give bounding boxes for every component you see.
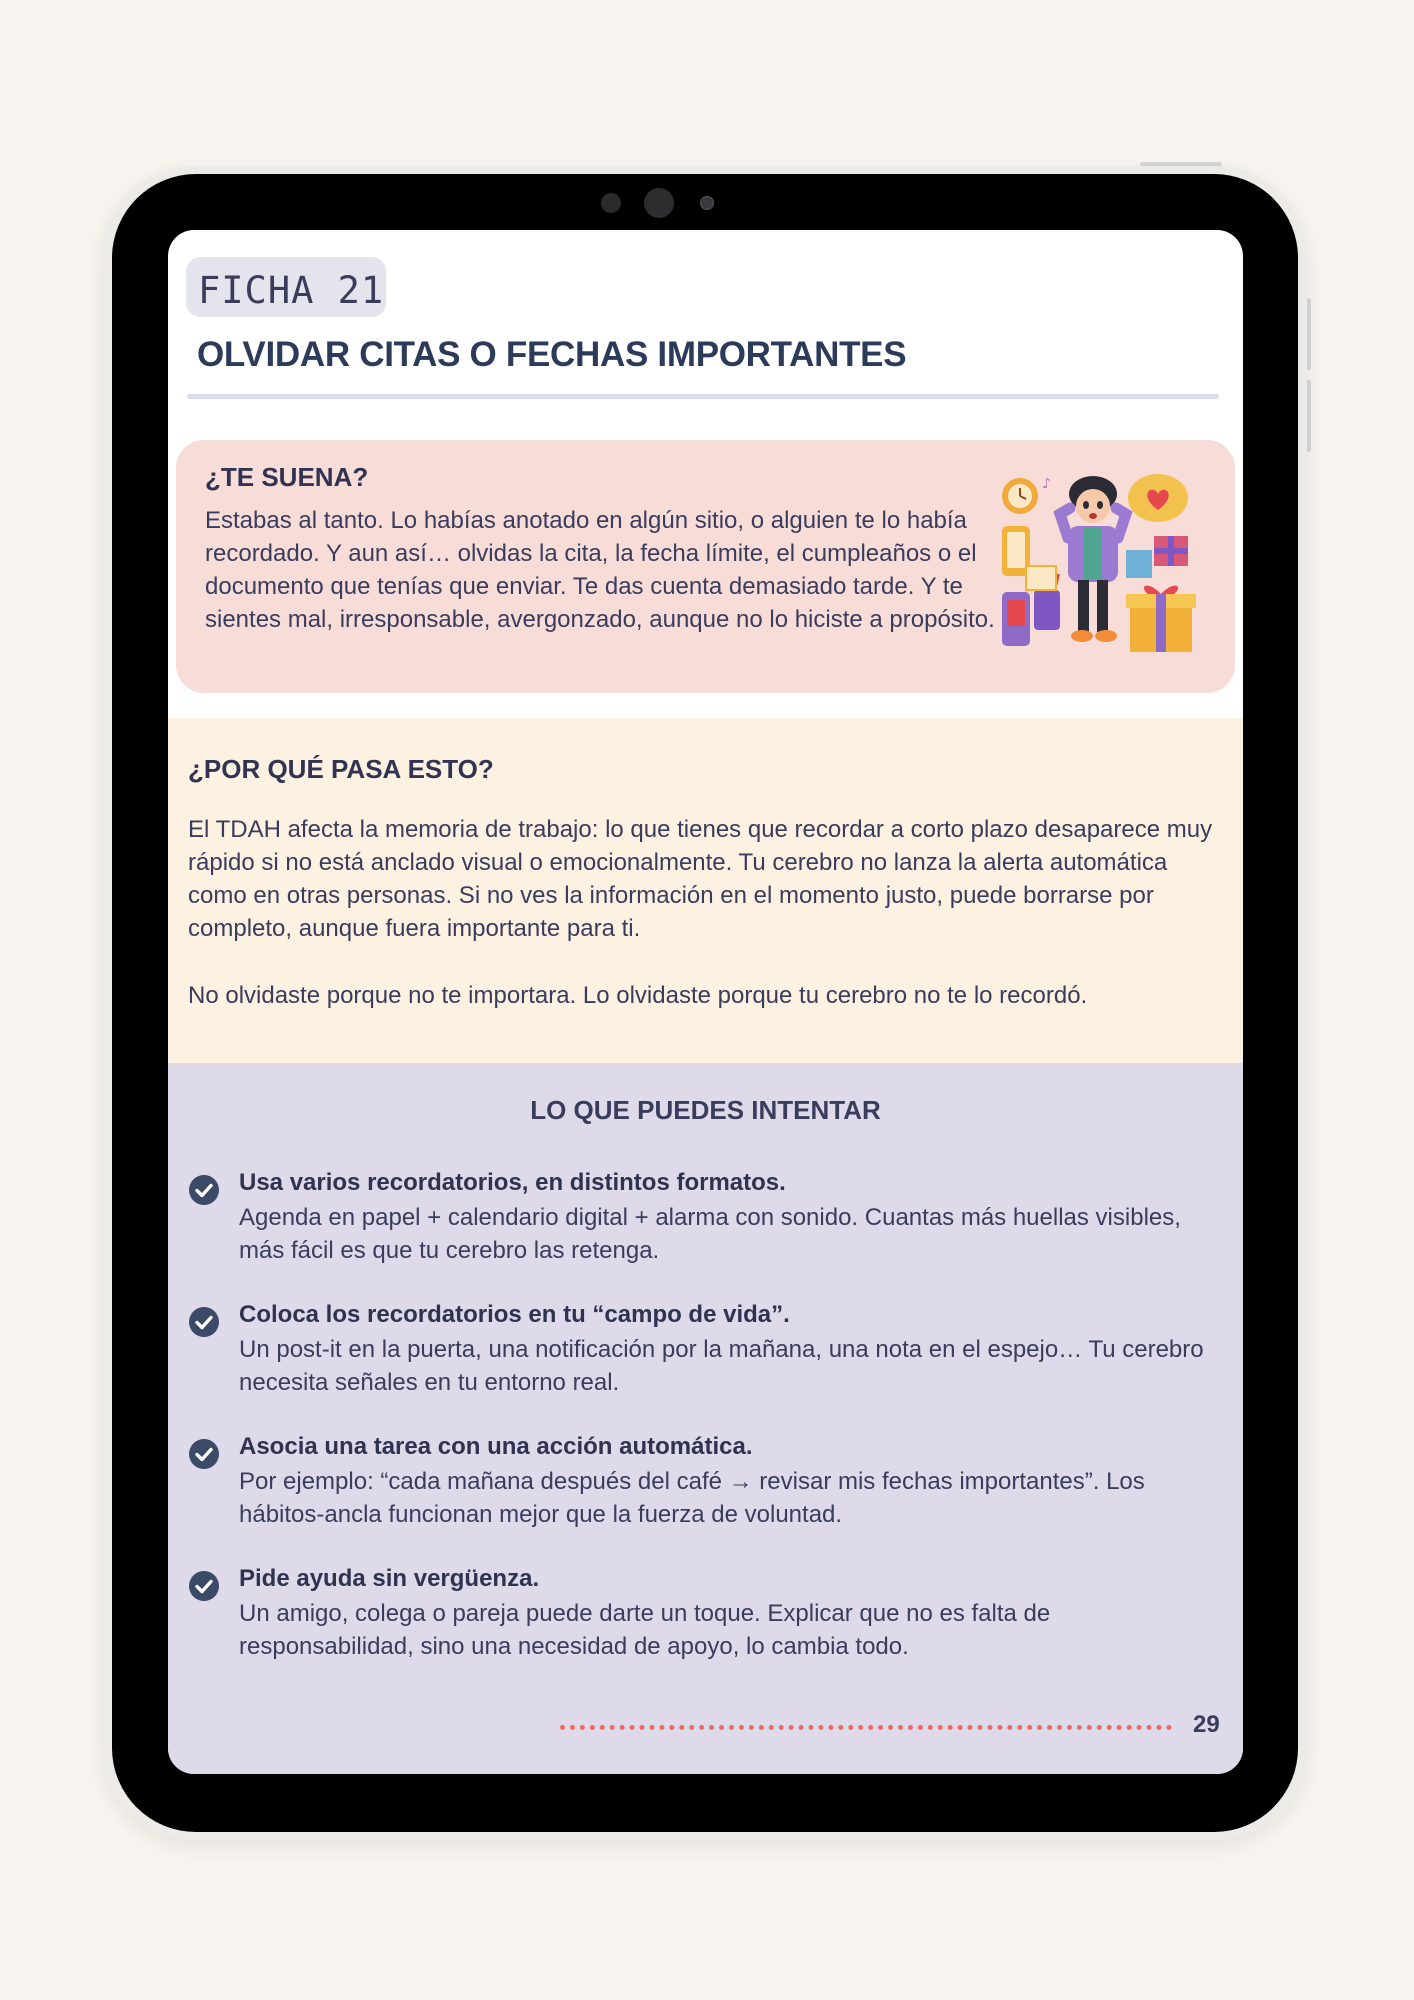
tip-item (188, 1565, 1228, 1675)
tip-body: Agenda en papel + calendario digital + alarma con sonido. Cuantas más huellas visibles, más fácil es que tu cerebro las retenga. (239, 1204, 1181, 1264)
svg-text:♪: ♪ (1042, 476, 1051, 492)
intentar-section (168, 1063, 1243, 1774)
por-que-paragraph: El TDAH afecta la memoria de trabajo: lo que tienes que recordar a corto plazo desaparece muy rápido si no está anclado visual o emocionalmente. Tu cerebro no lanza la alerta automática como en otras personas. Si no ves la información en el momento justo, puede borrarse por completo, aunque fuera importante para ti. (188, 816, 1213, 942)
light-sensor (700, 196, 714, 210)
page-number: 29 (1193, 1711, 1220, 1738)
por-que-section (168, 718, 1243, 1063)
check-circle-icon (188, 1306, 220, 1338)
intentar-title: LO QUE PUEDES INTENTAR (530, 1095, 881, 1125)
tablet-screen (168, 230, 1243, 1774)
check-circle-icon (188, 1570, 220, 1602)
front-camera (644, 188, 674, 218)
tip-body: Un post-it en la puerta, una notificación por la mañana, una nota en el espejo… Tu cerebro necesita señales en tu entorno real. (239, 1336, 1204, 1396)
tip-heading: Asocia una tarea con una acción automática. (239, 1433, 753, 1460)
tip-item (188, 1433, 1228, 1543)
title-divider (187, 394, 1219, 399)
ficha-badge (186, 257, 386, 317)
te-suena-title: ¿TE SUENA? (205, 462, 369, 492)
tip-heading: Usa varios recordatorios, en distintos formatos. (239, 1169, 786, 1196)
page-title: OLVIDAR CITAS O FECHAS IMPORTANTES (197, 335, 907, 374)
tip-heading: Pide ayuda sin vergüenza. (239, 1565, 540, 1592)
por-que-title: ¿POR QUÉ PASA ESTO? (188, 754, 494, 784)
dotted-divider (560, 1725, 1172, 1730)
tip-body: Por ejemplo: “cada mañana después del café → revisar mis fechas importantes”. Los hábitos-ancla funcionan mejor que la fuerza de voluntad. (239, 1468, 1145, 1528)
por-que-paragraph: No olvidaste porque no te importara. Lo olvidaste porque tu cerebro no te lo recordó. (188, 982, 1088, 1009)
check-circle-icon (188, 1438, 220, 1470)
tip-heading: Coloca los recordatorios en tu “campo de vida”. (239, 1301, 790, 1328)
tip-item (188, 1301, 1228, 1411)
check-circle-icon (188, 1174, 220, 1206)
te-suena-text: Estabas al tanto. Lo habías anotado en algún sitio, o alguien te lo había recordado. Y aun así… olvidas la cita, la fecha límite, el cumpleaños o el documento que tenías que enviar. Te das cuenta demasiado tarde. Y te sientes mal, irresponsable, avergonzado, aunque no lo hiciste a propósito. (205, 507, 995, 633)
ficha-badge-label: FICHA 21 (198, 269, 385, 312)
sensor-dot (601, 193, 621, 213)
tip-body: Un amigo, colega o pareja puede darte un toque. Explicar que no es falta de responsabilidad, sino una necesidad de apoyo, lo cambia todo. (239, 1600, 1051, 1660)
tip-item (188, 1169, 1228, 1279)
worried-person-illustration (998, 468, 1198, 668)
te-suena-card (176, 440, 1235, 693)
